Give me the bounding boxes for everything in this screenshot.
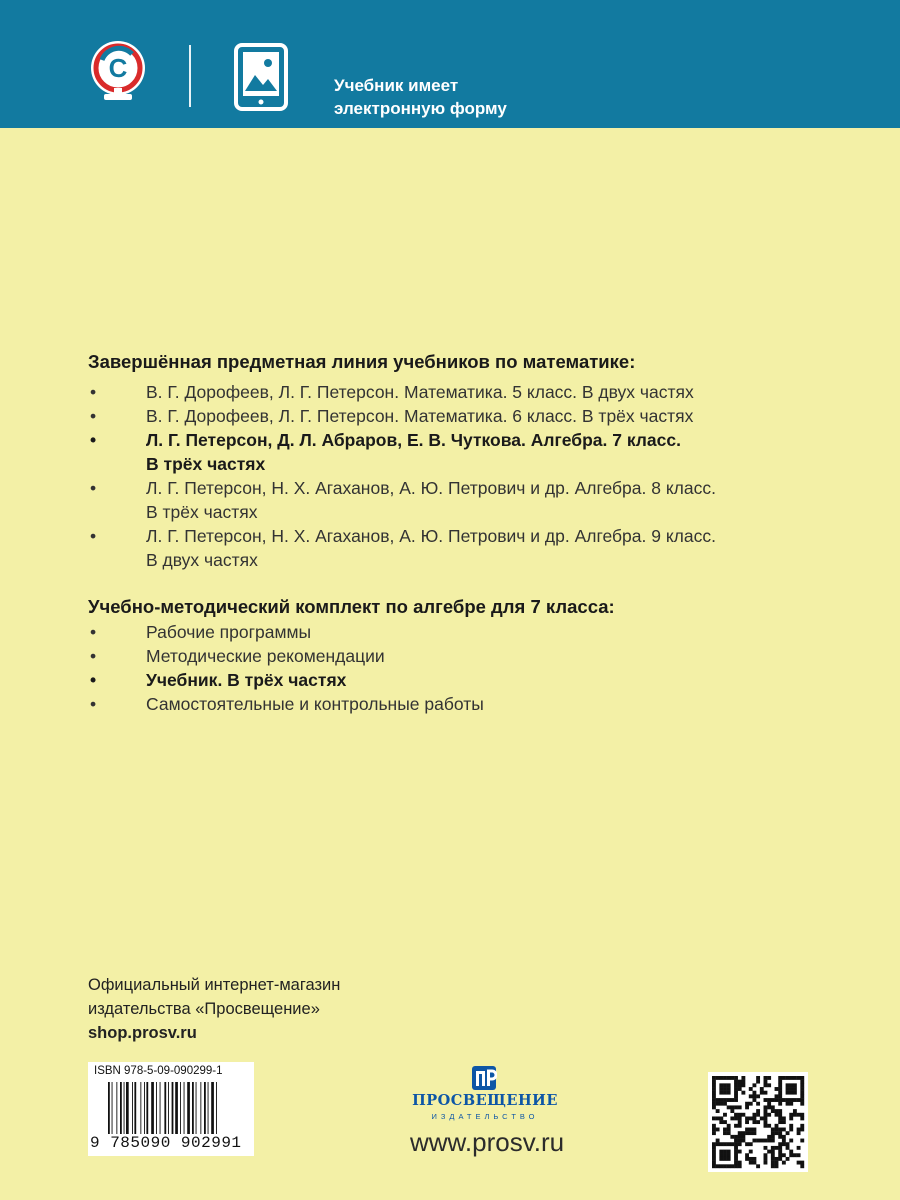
kit-item-label: Учебник. В трёх частях xyxy=(146,670,347,690)
series-item-line-2: В трёх частях xyxy=(146,454,266,474)
barcode-digits: 9 785090 902991 xyxy=(90,1134,242,1152)
bullet: • xyxy=(90,646,97,666)
bullet: • xyxy=(90,406,97,426)
kit-item xyxy=(88,620,848,644)
bullet: • xyxy=(90,526,97,546)
kit-title: Учебно-методический комплект по алгебре для 7 класса: xyxy=(88,596,615,617)
header-band xyxy=(0,0,900,128)
shop-line-2: издательства «Просвещение» xyxy=(88,1000,320,1018)
kit-item xyxy=(88,692,848,716)
kit-item-label: Самостоятельные и контрольные работы xyxy=(146,694,484,714)
publisher-logo-icon xyxy=(471,1065,497,1091)
svg-text:C: C xyxy=(108,53,128,83)
publisher-website[interactable]: www.prosv.ru xyxy=(410,1127,565,1157)
series-item-line: Л. Г. Петерсон, Н. Х. Агаханов, А. Ю. Петрович и др. Алгебра. 8 класс. xyxy=(146,478,716,498)
isbn-label: ISBN 978-5-09-090299-1 xyxy=(94,1065,223,1077)
series-item-line-2: В трёх частях xyxy=(146,502,258,522)
qr-code-graphic xyxy=(708,1072,808,1172)
kit-item-label: Рабочие программы xyxy=(146,622,312,642)
isbn-barcode xyxy=(88,1062,254,1156)
kit-list xyxy=(88,620,848,716)
series-item-line: Л. Г. Петерсон, Н. Х. Агаханов, А. Ю. Петрович и др. Алгебра. 9 класс. xyxy=(146,526,716,546)
bullet: • xyxy=(90,694,97,714)
series-item-line: В. Г. Дорофеев, Л. Г. Петерсон. Математика. 5 класс. В двух частях xyxy=(146,382,694,402)
qr-code[interactable] xyxy=(708,1072,808,1172)
shop-info xyxy=(88,973,340,1045)
series-list xyxy=(88,380,848,572)
kit-item-highlight xyxy=(88,668,848,692)
bullet: • xyxy=(90,622,97,642)
series-item-line: В. Г. Дорофеев, Л. Г. Петерсон. Математика. 6 класс. В трёх частях xyxy=(146,406,694,426)
series-item xyxy=(88,380,848,404)
eform-line-2: электронную форму xyxy=(334,99,507,118)
electronic-form-note xyxy=(334,74,507,120)
kit-item-label: Методические рекомендации xyxy=(146,646,385,666)
tablet-image-icon xyxy=(234,43,288,111)
series-item-line: Л. Г. Петерсон, Д. Л. Абраров, Е. В. Чуткова. Алгебра. 7 класс. xyxy=(146,430,681,450)
publisher-subtitle: ИЗДАТЕЛЬСТВО xyxy=(431,1112,539,1121)
header-divider xyxy=(189,45,191,107)
series-item xyxy=(88,476,848,524)
bullet: • xyxy=(90,430,97,450)
shop-line-1: Официальный интернет-магазин xyxy=(88,976,341,994)
bullet: • xyxy=(90,478,97,498)
series-title: Завершённая предметная линия учебников по математике: xyxy=(88,351,636,372)
bullet: • xyxy=(90,670,97,690)
series-item-highlight xyxy=(88,428,848,476)
series-item xyxy=(88,524,848,572)
series-item-line-2: В двух частях xyxy=(146,550,258,570)
bullet: • xyxy=(90,382,97,402)
eform-line-1: Учебник имеет xyxy=(334,76,459,95)
barcode-graphic xyxy=(108,1082,248,1134)
circle-c-badge-icon xyxy=(88,38,148,110)
publisher-name: ПРОСВЕЩЕНИЕ xyxy=(412,1092,558,1109)
series-item xyxy=(88,404,848,428)
shop-url[interactable]: shop.prosv.ru xyxy=(88,1024,197,1042)
kit-item xyxy=(88,644,848,668)
